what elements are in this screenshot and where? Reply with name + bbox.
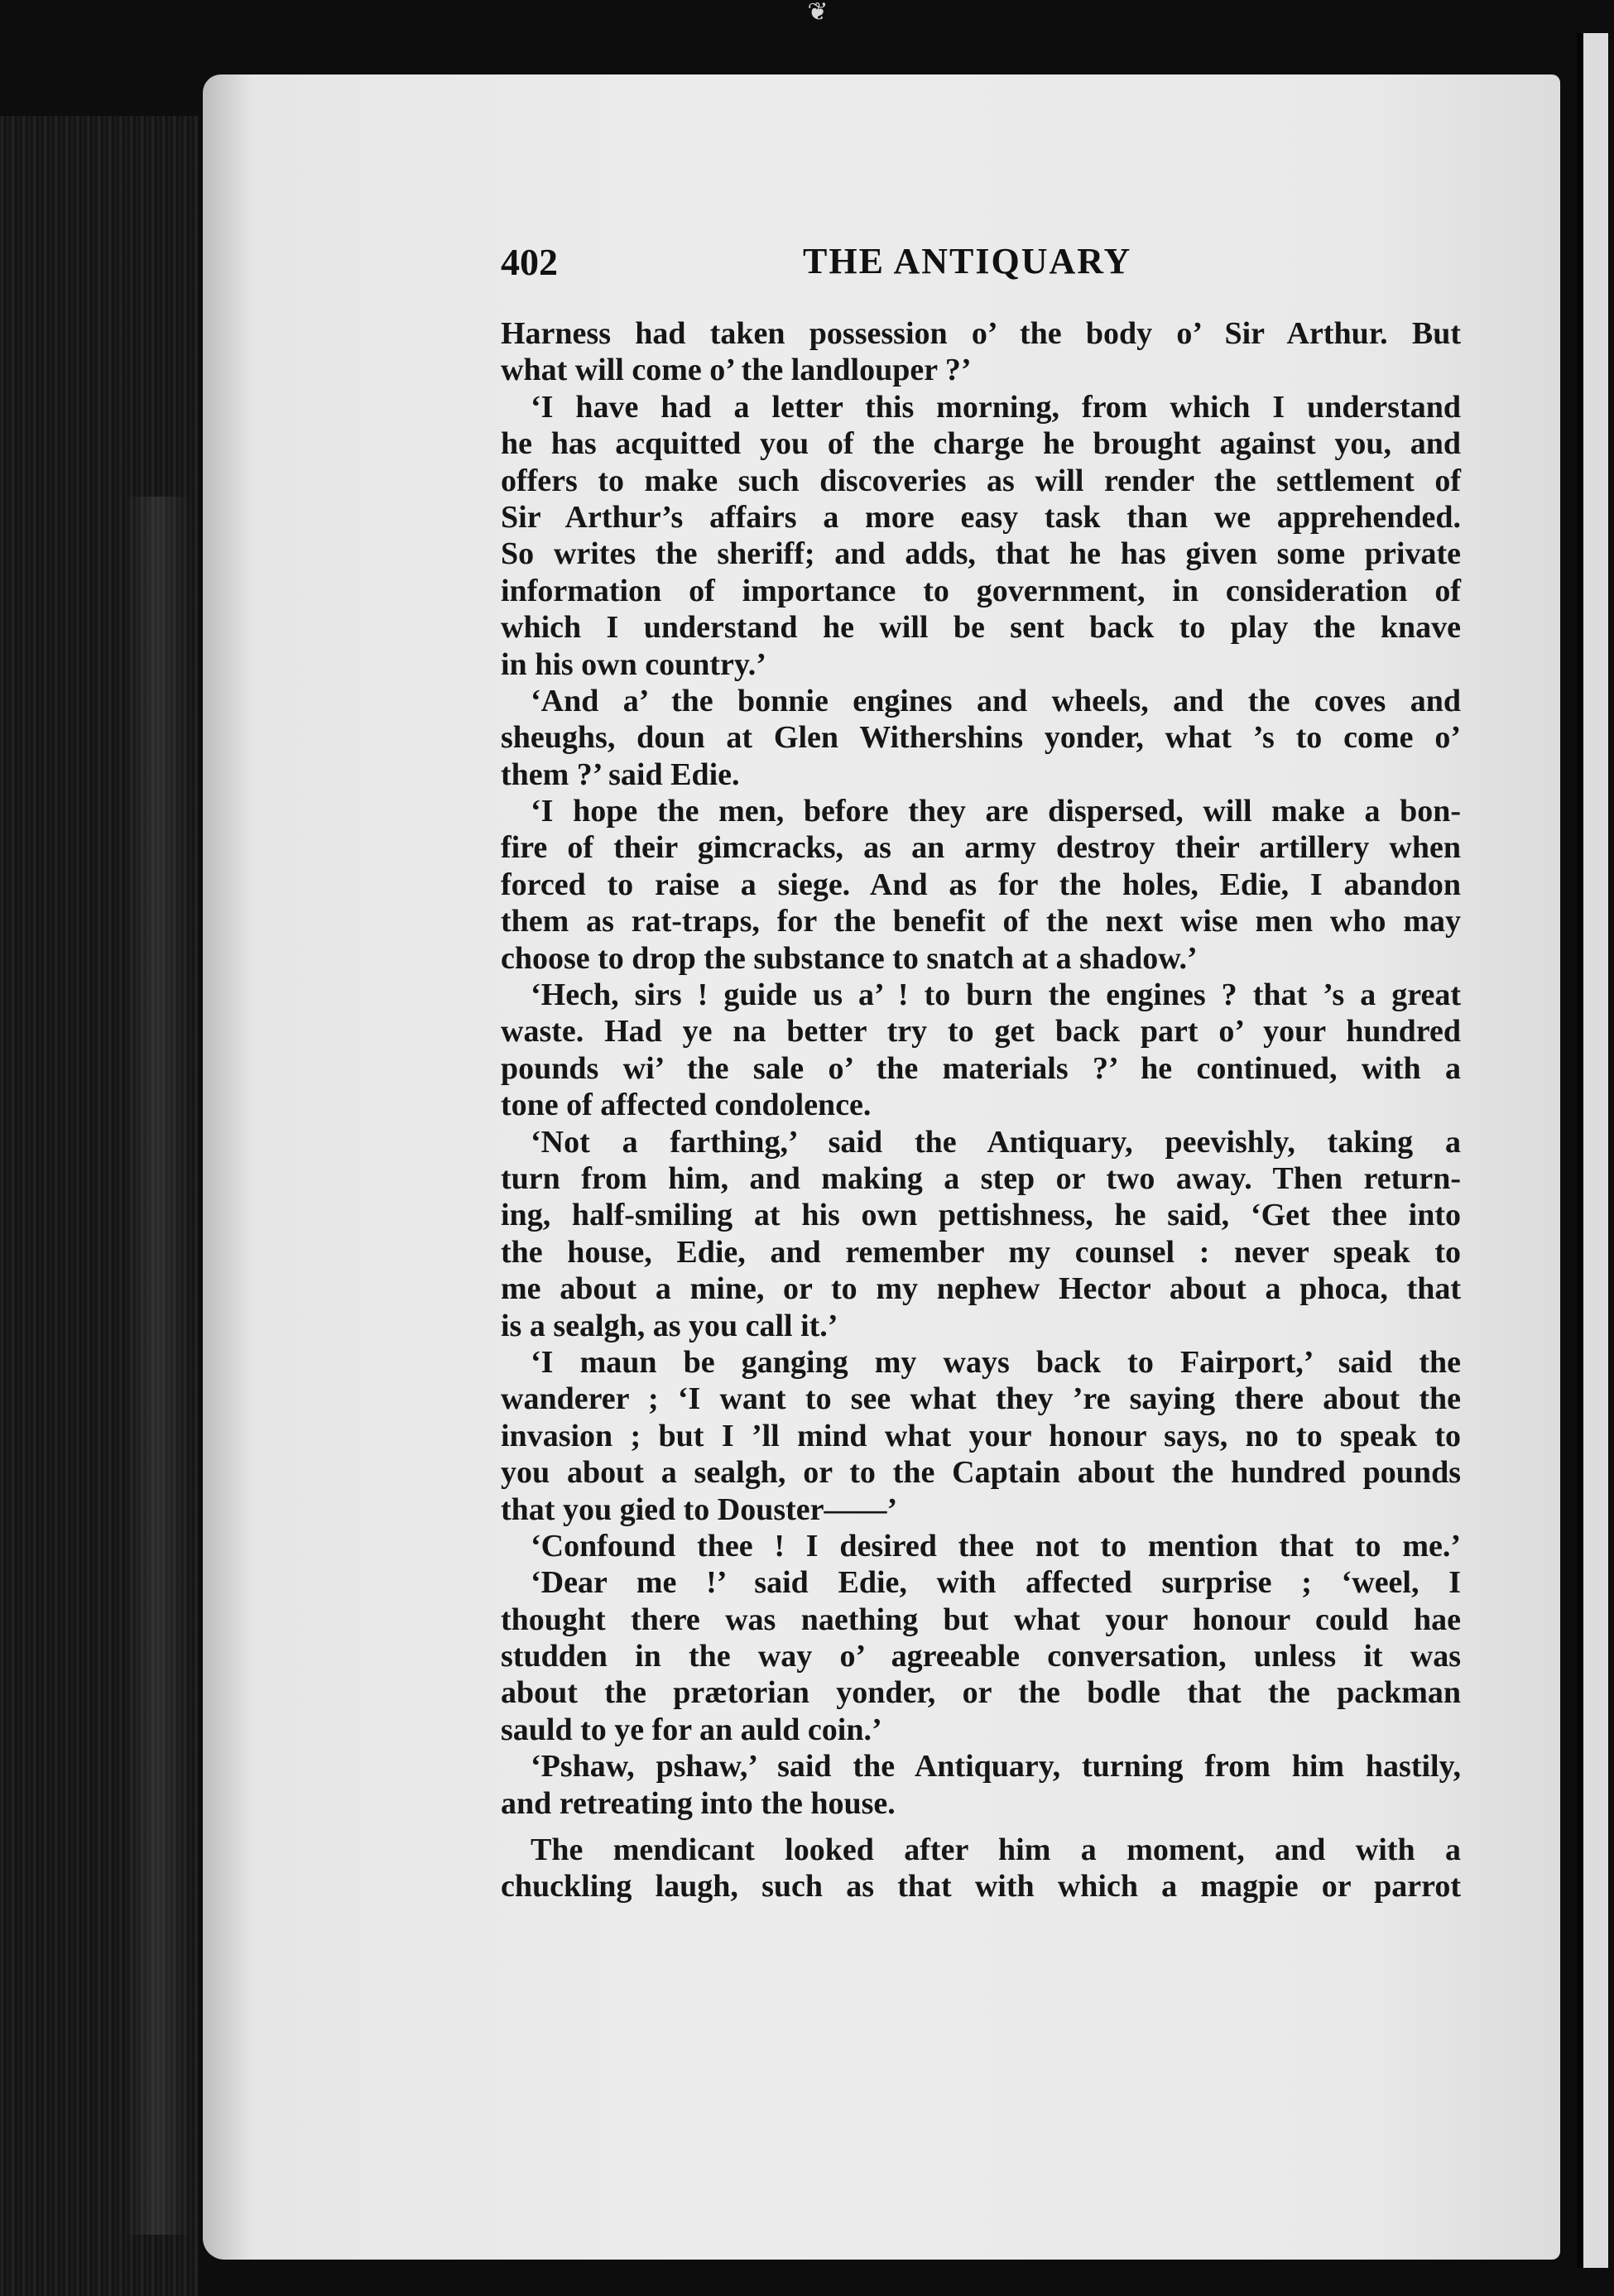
text-line: pounds wi’ the sale o’ the materials ?’ he continued, with a	[501, 1050, 1461, 1086]
text-line: ‘Confound thee ! I desired thee not to mention that to me.’	[531, 1528, 1461, 1563]
text-line: them ?’ said Edie.	[501, 757, 740, 792]
text-line: The mendicant looked after him a moment, and with a	[531, 1832, 1461, 1868]
text-line: tone of affected condolence.	[501, 1088, 872, 1123]
text-line: ‘And a’ the bonnie engines and wheels, and the coves and	[531, 683, 1461, 718]
running-head	[501, 240, 1461, 290]
text-line: ‘I have had a letter this morning, from which I understand	[531, 389, 1461, 425]
text-line: forced to raise a siege. And as for the holes, Edie, I abandon	[501, 867, 1461, 902]
book-title: THE ANTIQUARY	[803, 241, 1132, 281]
next-page-edge	[1577, 33, 1608, 2268]
text-line: he has acquitted you of the charge he brought against you, and	[501, 426, 1461, 462]
text-line: what will come o’ the landlouper ?’	[501, 353, 972, 388]
text-line: studden in the way o’ agreeable conversation, unless it was	[501, 1639, 1461, 1674]
text-line: choose to drop the substance to snatch at a shadow.’	[501, 940, 1198, 976]
text-line: sauld to ye for an auld coin.’	[501, 1712, 882, 1747]
text-line: Sir Arthur’s affairs a more easy task than we apprehended.	[501, 499, 1461, 535]
text-line: which I understand he will be sent back to play the knave	[501, 610, 1461, 646]
text-line: wanderer ; ‘I want to see what they ’re saying there about the	[501, 1381, 1461, 1417]
text-line: fire of their gimcracks, as an army destroy their artillery when	[501, 830, 1461, 866]
text-line: ‘Hech, sirs ! guide us a’ ! to burn the engines ? that ’s a great	[531, 977, 1461, 1013]
text-line: in his own country.’	[501, 646, 766, 682]
text-line: sheughs, doun at Glen Withershins yonder, what ’s to come o’	[501, 720, 1461, 756]
text-line: about the prætorian yonder, or the bodle that the packman	[501, 1675, 1461, 1711]
ornament-icon: ❦	[807, 0, 829, 26]
text-line: them as rat-traps, for the benefit of the next wise men who may	[501, 904, 1461, 939]
text-line: thought there was naething but what your honour could hae	[501, 1602, 1461, 1637]
text-line: the house, Edie, and remember my counsel : never speak to	[501, 1234, 1461, 1270]
text-line: offers to make such discoveries as will render the settlement of	[501, 463, 1461, 498]
text-line: ‘I hope the men, before they are dispersed, will make a bon-	[531, 794, 1461, 829]
text-line: is a sealgh, as you call it.’	[501, 1308, 838, 1343]
page-number: 402	[501, 241, 558, 283]
text-line: So writes the sheriff; and adds, that he has given some private	[501, 536, 1461, 572]
body-text	[501, 315, 1461, 1905]
text-line: me about a mine, or to my nephew Hector about a phoca, that	[501, 1271, 1461, 1307]
text-line: turn from him, and making a step or two away. Then return-	[501, 1160, 1461, 1196]
text-line: and retreating into the house.	[501, 1785, 896, 1821]
text-line: that you gied to Douster——’	[501, 1491, 898, 1527]
binding-shadow	[124, 497, 190, 2235]
text-line: chuckling laugh, such as that with which a magpie or parrot	[501, 1869, 1461, 1905]
text-line: ing, half-smiling at his own pettishness, he said, ‘Get thee into	[501, 1198, 1461, 1233]
text-line: ‘Dear me !’ said Edie, with affected surprise ; ‘weel, I	[531, 1565, 1461, 1601]
text-line: ‘Pshaw, pshaw,’ said the Antiquary, turning from him hastily,	[531, 1749, 1461, 1784]
text-line: information of importance to government, in consideration of	[501, 573, 1461, 608]
text-line: waste. Had ye na better try to get back part o’ your hundred	[501, 1014, 1461, 1050]
text-line: Harness had taken possession o’ the body o’ Sir Arthur. But	[501, 316, 1461, 351]
text-line: ‘I maun be ganging my ways back to Fairport,’ said the	[531, 1344, 1461, 1380]
text-line: you about a sealgh, or to the Captain about the hundred pounds	[501, 1455, 1461, 1491]
text-line: ‘Not a farthing,’ said the Antiquary, peevishly, taking a	[531, 1124, 1461, 1160]
text-line: invasion ; but I ’ll mind what your honour says, no to speak to	[501, 1418, 1461, 1453]
